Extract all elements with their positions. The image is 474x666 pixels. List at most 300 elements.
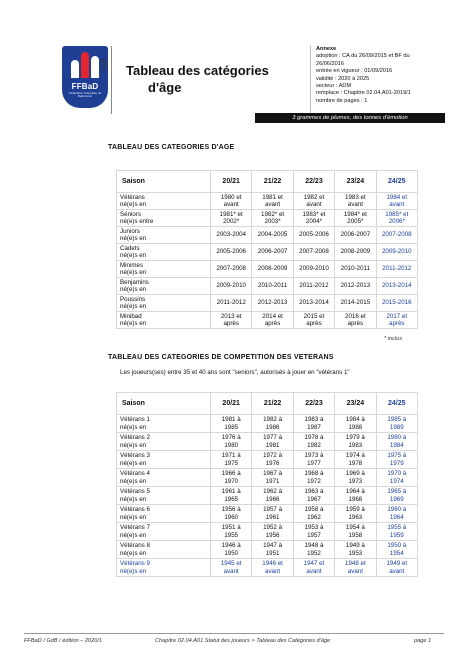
row-label [117, 312, 211, 329]
cell-line: 2009-2010 [381, 248, 412, 256]
cell-line: 1951 [265, 549, 280, 557]
title-line-1: Tableau des catégories [126, 63, 269, 78]
cell-line: 1967 à [263, 470, 283, 478]
cell-line: 1981* et [219, 210, 243, 218]
row-label-line: Vétérans 9 [120, 560, 150, 568]
cell-line: 2005-2006 [216, 248, 246, 256]
cell-line: 1964 [389, 513, 404, 521]
row-label-line: né(e)s en [120, 201, 147, 208]
row-label-line: Vétérans 3 [120, 452, 150, 460]
cell-line: 1984 à [345, 416, 365, 424]
cell-line: 2011-2012 [299, 282, 329, 290]
table-cell [252, 451, 293, 469]
cell-line: 1957 [307, 531, 321, 539]
cell-line: 2003-2004 [216, 231, 246, 239]
cell-line: 1946 et [262, 560, 283, 568]
table-cell [293, 451, 334, 469]
table-cell [211, 415, 252, 433]
page-title [126, 62, 269, 96]
cell-line: 1977 à [263, 434, 283, 442]
cell-line: 2013 et [220, 312, 242, 320]
table-cell [376, 559, 417, 577]
cell-line: 1983 [348, 441, 363, 449]
table-cell [376, 261, 417, 278]
table-row [117, 505, 418, 523]
table-row [117, 469, 418, 487]
table-cell [252, 469, 293, 487]
cell-line: 1972 à [263, 452, 283, 460]
cell-line: 2004* [305, 218, 323, 225]
table-cell [252, 523, 293, 541]
table-cell [293, 415, 334, 433]
table-cell [252, 559, 293, 577]
cell-line: 1973 à [304, 452, 324, 460]
section1-title: TABLEAU DES CATEGORIES D'AGE [108, 144, 235, 151]
header-divider [111, 46, 112, 114]
table-row [117, 210, 418, 227]
cell-line: 1964 à [345, 488, 365, 496]
table-cell [252, 505, 293, 523]
table-cell [211, 312, 252, 329]
table-cell [211, 433, 252, 451]
cell-line: avant [265, 567, 281, 575]
table-cell [293, 523, 334, 541]
row-label-line: Séniors [120, 210, 141, 218]
table-cell [293, 244, 334, 261]
row-label [117, 505, 211, 523]
row-label [117, 559, 211, 577]
cell-line: 1951 à [221, 524, 241, 532]
ffbad-logo [62, 46, 108, 108]
cell-line: 2013-2014 [299, 299, 329, 307]
cell-line: 2010-2011 [258, 282, 288, 290]
table-cell [335, 261, 376, 278]
cell-line: avant [223, 201, 239, 208]
table-cell [376, 469, 417, 487]
cell-line: 1984 [389, 441, 404, 449]
cell-line: 2007-2008 [216, 265, 246, 273]
table-cell [376, 210, 417, 227]
table-cell [335, 505, 376, 523]
annex-line: nombre de pages : 1 [316, 97, 368, 104]
row-label-line: né(e)s en [120, 423, 147, 431]
cell-line: 1984 et [386, 193, 408, 201]
cell-line: 1974 à [345, 452, 365, 460]
cell-line: 2008-2009 [257, 265, 288, 273]
cell-line: 1989 [389, 423, 404, 431]
annex-line: validité : 2020 à 2025 [316, 75, 370, 82]
row-label-line: né(e)s en [120, 513, 147, 521]
section2-title: TABLEAU DES CATEGORIES DE COMPETITION DES VETERANS [108, 354, 334, 361]
row-label-line: né(e)s en [120, 235, 147, 242]
cell-line: 1958 [348, 531, 363, 539]
row-label-line: Vétérans 2 [120, 434, 150, 442]
table-cell [211, 227, 252, 244]
cell-line: 1958 à [304, 506, 324, 514]
cell-line: 1982* et [261, 210, 285, 218]
table-cell [252, 227, 293, 244]
table-cell [335, 278, 376, 295]
row-label-line: né(e)s en [120, 549, 147, 557]
cell-line: 2009-2010 [299, 265, 329, 273]
table-row [117, 278, 418, 295]
cell-line: 1949 à [345, 542, 365, 550]
logo-brand: FFBaD [71, 82, 99, 91]
row-label-line: Benjamins [120, 278, 149, 286]
cell-line: après [223, 320, 239, 327]
cell-line: 1980 à [387, 434, 407, 442]
cell-line: 1982 à [263, 416, 283, 424]
table-cell [211, 210, 252, 227]
column-header-season: 22/23 [293, 393, 334, 415]
cell-line: 2011-2012 [382, 265, 412, 273]
title-line-2: d'âge [148, 80, 182, 95]
cell-line: après [264, 320, 281, 327]
cell-line: 1988 [348, 423, 363, 431]
cell-line: avant [306, 567, 322, 575]
row-label [117, 451, 211, 469]
cell-line: 2012-2013 [340, 282, 371, 290]
table-cell [252, 295, 293, 312]
table-row [117, 244, 418, 261]
cell-line: 1959 à [345, 506, 365, 514]
row-label-line: Juniors [120, 227, 140, 235]
row-label-line: Minibad [120, 312, 142, 320]
table-cell [211, 295, 252, 312]
cell-line: 1953 à [304, 524, 324, 532]
row-label [117, 487, 211, 505]
cell-line: 2009-2010 [216, 282, 246, 290]
table-row [117, 433, 418, 451]
table-row [117, 261, 418, 278]
cell-line: 1970 [224, 477, 239, 485]
row-label [117, 227, 211, 244]
row-label-line: né(e)s en [120, 477, 147, 485]
cell-line: 2017 et [386, 312, 408, 320]
column-header-season: 24/25 [376, 393, 417, 415]
cell-line: 2014 et [262, 312, 283, 320]
table-cell [293, 469, 334, 487]
table-cell [211, 451, 252, 469]
table-cell [211, 487, 252, 505]
cell-line: 1967 [307, 495, 321, 503]
section2-intro: Les joueurs(ses) entre 35 et 40 ans sont "seniors", autorisés à jouer en "vétérans 1" [120, 369, 350, 376]
table-row [117, 193, 418, 210]
cell-line: 1946 à [221, 542, 241, 550]
cell-line: 1985* et [385, 210, 409, 218]
cell-line: 1987 [307, 423, 321, 431]
table-row [117, 559, 418, 577]
column-header-season: 20/21 [211, 393, 252, 415]
table-row [117, 312, 418, 329]
cell-line: 1966 [265, 495, 280, 503]
veterans-categories-table [116, 392, 418, 577]
cell-line: 1960 [224, 513, 239, 521]
table-cell [376, 505, 417, 523]
row-label-line: né(e)s en [120, 459, 147, 467]
cell-line: après [347, 320, 364, 327]
table-cell [335, 469, 376, 487]
cell-line: 1965 à [387, 488, 407, 496]
row-label-line: né(e)s en [120, 303, 147, 310]
cell-line: 1981 à [221, 416, 241, 424]
annex-line: 26/06/2016 [316, 60, 344, 67]
cell-line: 1947 et [303, 560, 325, 568]
cell-line: 1968 [348, 495, 363, 503]
table-cell [376, 523, 417, 541]
row-label [117, 193, 211, 210]
table-cell [376, 433, 417, 451]
table-cell [252, 193, 293, 210]
row-label-line: Vétérans 1 [120, 416, 150, 424]
table-cell [252, 244, 293, 261]
row-label-line: né(e)s en [120, 286, 147, 293]
cell-line: 2010-2011 [340, 265, 370, 273]
table-row [117, 227, 418, 244]
cell-line: après [306, 320, 322, 327]
table-cell [211, 278, 252, 295]
table-cell [211, 559, 252, 577]
row-label-line: Cadets [120, 244, 140, 252]
cell-line: 2012-2013 [257, 299, 288, 307]
cell-line: 1981 et [262, 193, 283, 201]
table-cell [293, 261, 334, 278]
cell-line: après [389, 320, 405, 327]
cell-line: 1975 [224, 459, 239, 467]
cell-line: 1970 à [387, 470, 407, 478]
row-label-line: né(e)s en [120, 567, 147, 575]
table-cell [293, 559, 334, 577]
cell-line: 1979 [389, 459, 404, 467]
cell-line: avant [389, 567, 405, 575]
row-label-line: né(e)s en [120, 495, 147, 503]
row-label-line: né(e)s en [120, 269, 147, 276]
cell-line: 1982 et [303, 193, 325, 201]
table-cell [293, 433, 334, 451]
cell-line: 1965 [224, 495, 239, 503]
table-cell [335, 451, 376, 469]
cell-line: 2008-2009 [340, 248, 371, 256]
table-cell [293, 278, 334, 295]
cell-line: 2006* [388, 218, 405, 225]
cell-line: 1966 à [221, 470, 241, 478]
cell-line: 2016 et [345, 312, 366, 320]
row-label [117, 433, 211, 451]
cell-line: 2005-2006 [299, 231, 329, 239]
column-header-season: 24/25 [376, 171, 417, 193]
table-cell [293, 541, 334, 559]
cell-line: 2004-2005 [257, 231, 288, 239]
cell-line: 1956 [265, 531, 280, 539]
row-label [117, 415, 211, 433]
footer-right: page 1 [414, 638, 432, 644]
cell-line: 1968 à [304, 470, 324, 478]
table-cell [376, 227, 417, 244]
cell-line: 1948 et [345, 560, 366, 568]
cell-line: 1971 [265, 477, 280, 485]
cell-line: 1980 [224, 441, 239, 449]
cell-line: 1955 [224, 531, 239, 539]
cell-line: 1971 à [221, 452, 241, 460]
table-cell [252, 487, 293, 505]
cell-line: 1959 [389, 531, 404, 539]
table-cell [211, 244, 252, 261]
cell-line: 1979 à [345, 434, 365, 442]
row-label-line: Poussins [120, 295, 146, 303]
table-cell [252, 210, 293, 227]
tagline-banner: 3 grammes de plumes, des tonnes d'émotion [255, 113, 445, 123]
cell-line: 1962 [307, 513, 321, 521]
cell-line: 1957 à [263, 506, 283, 514]
cell-line: 1952 à [263, 524, 283, 532]
table-cell [376, 278, 417, 295]
column-header-season: 22/23 [293, 171, 334, 193]
footer-left: FFBaD / GdB / édition – 2020/1 [24, 638, 103, 644]
cell-line: 1969 à [345, 470, 365, 478]
cell-line: 1983 et [345, 193, 366, 201]
row-label [117, 541, 211, 559]
table-row [117, 451, 418, 469]
column-header-saison: Saison [117, 171, 211, 193]
column-header-season: 23/24 [335, 393, 376, 415]
table-cell [335, 312, 376, 329]
table-cell [376, 541, 417, 559]
cell-line: 1985 [224, 423, 239, 431]
row-label-line: né(e)s en [120, 441, 147, 449]
table-cell [335, 541, 376, 559]
table-cell [335, 487, 376, 505]
cell-line: avant [306, 201, 322, 208]
cell-line: 1969 [389, 495, 404, 503]
cell-line: 2011-2012 [216, 299, 246, 307]
table-cell [293, 193, 334, 210]
cell-line: 1977 [307, 459, 321, 467]
row-label-line: Vétérans 5 [120, 488, 150, 496]
table-cell [335, 415, 376, 433]
cell-line: 1953 [348, 549, 363, 557]
table-cell [252, 261, 293, 278]
column-header-season: 21/22 [252, 171, 293, 193]
cell-line: 1983 à [304, 416, 324, 424]
cell-line: 2006-2007 [340, 231, 371, 239]
row-label-line: Vétérans 8 [120, 542, 150, 550]
row-label [117, 295, 211, 312]
table-cell [293, 487, 334, 505]
table-row [117, 541, 418, 559]
cell-line: avant [389, 201, 405, 208]
cell-line: 1986 [265, 423, 280, 431]
cell-line: 1976 à [221, 434, 241, 442]
row-label-line: Minimes [120, 261, 144, 269]
table-row [117, 295, 418, 312]
cell-line: 2014-2015 [340, 299, 371, 307]
cell-line: 2013-2014 [381, 282, 412, 290]
row-label [117, 523, 211, 541]
cell-line: 1973 [348, 477, 363, 485]
footnote-inclus: * inclus [384, 336, 403, 342]
cell-line: 1948 à [304, 542, 324, 550]
cell-line: 1952 [307, 549, 321, 557]
row-label [117, 210, 211, 227]
table-cell [211, 505, 252, 523]
table-cell [376, 415, 417, 433]
row-label-line: Vétérans 7 [120, 524, 150, 532]
cell-line: 1950 à [387, 542, 407, 550]
table-cell [293, 505, 334, 523]
cell-line: 1963 [348, 513, 363, 521]
table-header-row [117, 171, 418, 193]
table-cell [335, 244, 376, 261]
table-cell [211, 261, 252, 278]
row-label-line: né(e)s entre [120, 218, 154, 225]
table-cell [252, 541, 293, 559]
table-cell [376, 295, 417, 312]
annex-box [310, 46, 440, 114]
cell-line: 2002* [223, 218, 240, 225]
annex-line: remplace : Chapitre 02.04.A01-2019/1 [316, 90, 411, 97]
cell-line: 2005* [347, 218, 364, 225]
cell-line: 1984* et [343, 210, 367, 218]
table-cell [335, 433, 376, 451]
cell-line: 1962 à [263, 488, 283, 496]
cell-line: 1983* et [302, 210, 326, 218]
cell-line: 1954 [389, 549, 404, 557]
table-cell [293, 210, 334, 227]
cell-line: 1980 et [220, 193, 242, 201]
cell-line: 2007-2008 [299, 248, 329, 256]
row-label [117, 469, 211, 487]
table-cell [376, 244, 417, 261]
vertical-label: GdB [102, 57, 108, 70]
cell-line: 1956 à [221, 506, 241, 514]
cell-line: 1961 à [221, 488, 241, 496]
annex-line: adoption : CA du 26/09/2015 et BF du [316, 53, 410, 60]
cell-line: avant [265, 201, 281, 208]
cell-line: 1954 à [345, 524, 365, 532]
cell-line: 1961 [265, 513, 280, 521]
table-cell [211, 193, 252, 210]
cell-line: avant [347, 201, 363, 208]
table-cell [293, 295, 334, 312]
column-header-season: 21/22 [252, 393, 293, 415]
cell-line: 2006-2007 [257, 248, 288, 256]
table-row [117, 415, 418, 433]
table-cell [252, 415, 293, 433]
flag-icon [71, 52, 99, 78]
cell-line: 2003* [264, 218, 281, 225]
row-label-line: né(e)s en [120, 252, 147, 259]
cell-line: 1947 à [263, 542, 283, 550]
table-cell [376, 312, 417, 329]
table-cell [211, 469, 252, 487]
cell-line: 1963 à [304, 488, 324, 496]
row-label-line: né(e)s en [120, 531, 147, 539]
cell-line: 1974 [389, 477, 404, 485]
cell-line: avant [347, 567, 363, 575]
row-label-line: Vétérans 6 [120, 506, 150, 514]
cell-line: avant [223, 567, 239, 575]
table-cell [335, 295, 376, 312]
row-label-line: Vétérans [120, 193, 145, 201]
row-label-line: Vétérans 4 [120, 470, 150, 478]
footer-center: Chapitre 02.04.A01 Statut des joueurs > Tableau des Catégories d'âge [155, 638, 331, 644]
table-cell [293, 227, 334, 244]
cell-line: 1976 [265, 459, 280, 467]
annex-title: Annexe [316, 46, 337, 52]
row-label [117, 261, 211, 278]
cell-line: 1945 et [220, 560, 242, 568]
cell-line: 2007-2008 [381, 231, 412, 239]
